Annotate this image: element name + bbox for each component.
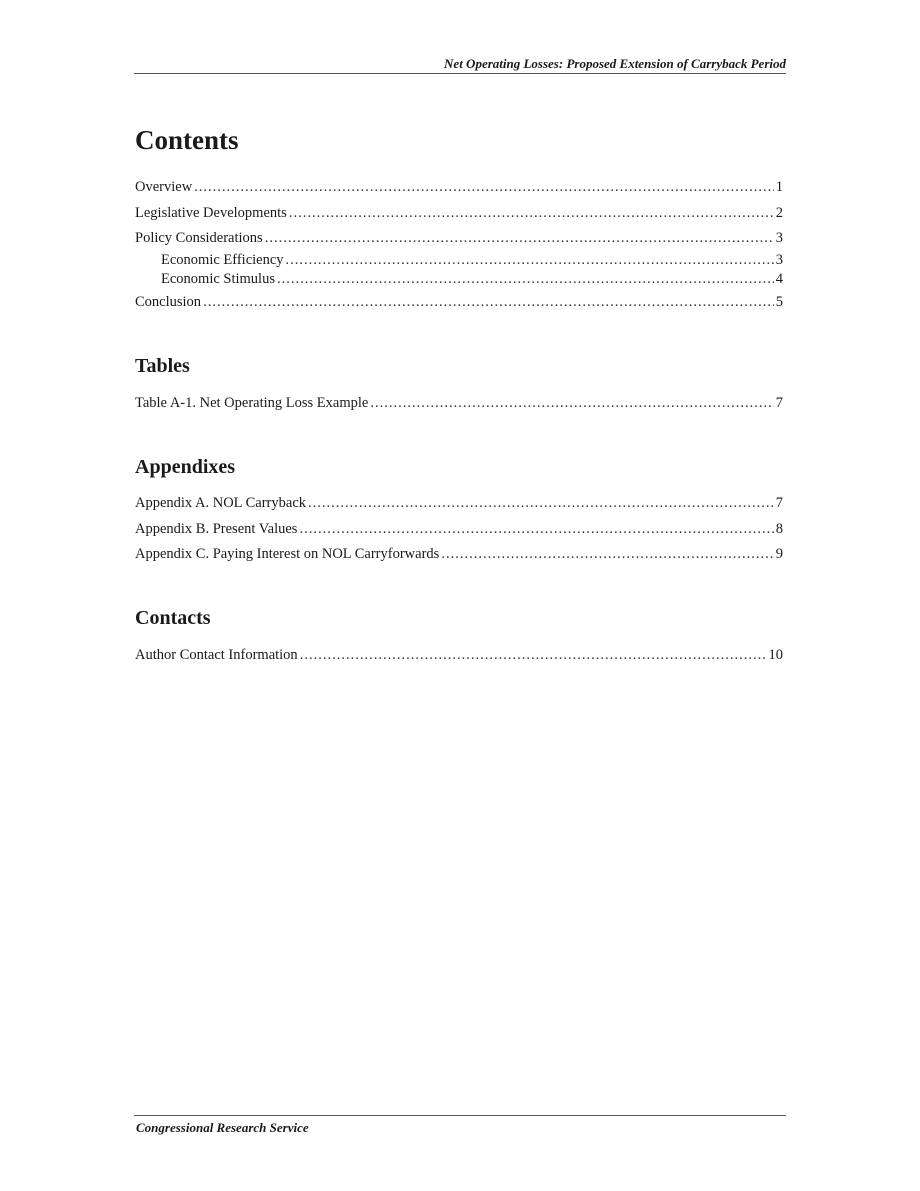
toc-entry-label: Appendix C. Paying Interest on NOL Carryforwards bbox=[135, 546, 440, 562]
running-footer: Congressional Research Service bbox=[136, 1120, 309, 1135]
toc-page-number: 3 bbox=[775, 230, 783, 246]
toc-entry-author-contact[interactable] bbox=[135, 646, 783, 664]
dot-leader bbox=[308, 494, 774, 512]
dot-leader bbox=[370, 394, 773, 412]
toc-entry-label: Policy Considerations bbox=[135, 230, 263, 246]
toc-page-number: 3 bbox=[775, 252, 783, 268]
dot-leader bbox=[299, 520, 773, 538]
toc-entry-appendix-a[interactable] bbox=[135, 494, 783, 512]
toc-entry-overview[interactable] bbox=[135, 178, 783, 196]
toc-entry-label: Table A-1. Net Operating Loss Example bbox=[135, 395, 369, 411]
toc-page-number: 8 bbox=[775, 521, 783, 537]
toc-entry-appendix-b[interactable] bbox=[135, 520, 783, 538]
dot-leader bbox=[203, 293, 774, 311]
toc-page-number: 5 bbox=[775, 294, 783, 310]
toc-page-number: 10 bbox=[768, 647, 783, 663]
toc-page-number: 7 bbox=[775, 395, 783, 411]
toc-entry-label: Author Contact Information bbox=[135, 647, 298, 663]
dot-leader bbox=[300, 646, 767, 664]
toc-page-number: 4 bbox=[775, 271, 783, 287]
tables-heading: Tables bbox=[135, 355, 190, 377]
toc-page-number: 7 bbox=[775, 495, 783, 511]
contacts-heading: Contacts bbox=[135, 607, 211, 629]
header-rule bbox=[134, 73, 786, 74]
dot-leader bbox=[194, 178, 774, 196]
toc-entry-economic-stimulus[interactable] bbox=[161, 270, 783, 288]
dot-leader bbox=[286, 251, 774, 269]
dot-leader bbox=[289, 204, 774, 222]
toc-entry-table-a1[interactable] bbox=[135, 394, 783, 412]
toc-entry-policy-considerations[interactable] bbox=[135, 229, 783, 247]
toc-page-number: 9 bbox=[775, 546, 783, 562]
toc-entry-label: Conclusion bbox=[135, 294, 202, 310]
contents-heading: Contents bbox=[135, 125, 239, 155]
toc-page-number: 1 bbox=[775, 179, 783, 195]
toc-entry-economic-efficiency[interactable] bbox=[161, 251, 783, 269]
toc-entry-label: Economic Stimulus bbox=[161, 271, 275, 287]
toc-entry-label: Economic Efficiency bbox=[161, 252, 284, 268]
appendixes-heading: Appendixes bbox=[135, 456, 236, 478]
running-header: Net Operating Losses: Proposed Extension of Carryback Period bbox=[444, 56, 786, 71]
toc-entry-label: Appendix B. Present Values bbox=[135, 521, 298, 537]
toc-entry-conclusion[interactable] bbox=[135, 293, 783, 311]
footer-rule bbox=[134, 1115, 786, 1116]
dot-leader bbox=[277, 270, 774, 288]
dot-leader bbox=[441, 545, 773, 563]
dot-leader bbox=[265, 229, 774, 247]
toc-entry-legislative-developments[interactable] bbox=[135, 204, 783, 222]
toc-entry-label: Appendix A. NOL Carryback bbox=[135, 495, 307, 511]
toc-entry-appendix-c[interactable] bbox=[135, 545, 783, 563]
toc-page-number: 2 bbox=[775, 205, 783, 221]
toc-entry-label: Overview bbox=[135, 179, 193, 195]
toc-entry-label: Legislative Developments bbox=[135, 205, 287, 221]
